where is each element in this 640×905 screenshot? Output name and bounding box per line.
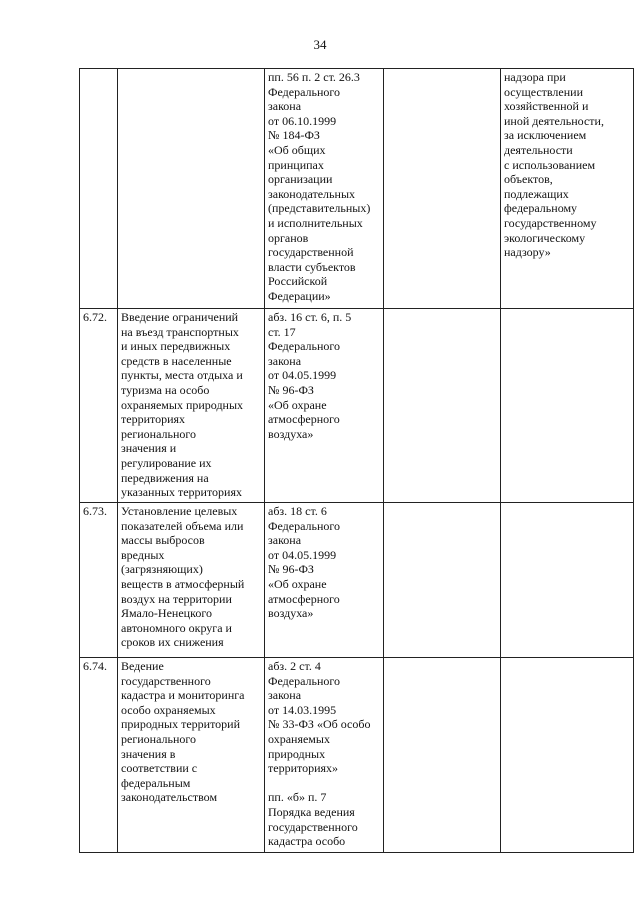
power-name-cell	[118, 503, 265, 658]
cell-text-line: подлежащих	[504, 186, 569, 201]
cell-text-line: территориях»	[268, 761, 339, 776]
cell-text-line: органов	[268, 230, 309, 245]
cell-text-line: законодательных	[268, 186, 355, 201]
cell-text-line: Федерального	[268, 518, 341, 533]
cell-text-line: от 04.05.1999	[268, 547, 337, 562]
cell-text-line: (загрязняющих)	[121, 562, 203, 577]
cell-text-line: передвижения на	[121, 470, 209, 485]
legal-basis-cell	[265, 658, 384, 853]
cell-text-line: туризма на особо	[121, 382, 210, 397]
cell-text-line: государственной	[268, 245, 354, 260]
cell-text-line: Федерального	[268, 84, 341, 99]
cell-text-line: абз. 16 ст. 6, п. 5	[268, 310, 352, 324]
cell-text-line: с использованием	[504, 157, 596, 172]
cell-text-line: № 33-ФЗ «Об особо	[268, 717, 371, 732]
cell-text-line: от 06.10.1999	[268, 113, 337, 128]
cell-text-line: Ведение	[121, 659, 164, 673]
empty-cell	[384, 658, 501, 853]
cell-text-line: «Об общих	[268, 142, 326, 157]
legal-basis-cell	[265, 309, 384, 503]
legal-basis-cell	[265, 69, 384, 309]
cell-text-line: «Об охране	[268, 576, 327, 591]
cell-text-line: от 04.05.1999	[268, 368, 337, 383]
cell-text-line: пункты, места отдыха и	[121, 368, 243, 383]
cell-text-line: объектов,	[504, 172, 553, 187]
cell-text-line: на въезд транспортных	[121, 324, 239, 339]
cell-text-line: территориях	[121, 412, 186, 427]
cell-text-line: значения в	[121, 746, 176, 761]
cell-text-line: закона	[268, 99, 302, 114]
cell-text-line: Введение ограничений	[121, 310, 239, 324]
cell-text-line: автономного округа и	[121, 620, 232, 635]
table-row	[80, 503, 634, 658]
cell-text-line: Российской	[268, 274, 328, 289]
cell-text-line: охраняемых	[268, 731, 330, 746]
cell-text-line: экологическому	[504, 230, 586, 245]
legal-basis-cell	[265, 503, 384, 658]
cell-text-line: абз. 2 ст. 4	[268, 659, 321, 673]
power-name-cell	[118, 309, 265, 503]
cell-text-line: воздуха»	[268, 606, 314, 621]
cell-text-line: регулирование их	[121, 455, 212, 470]
cell-text-line: кадастра и мониторинга	[121, 688, 245, 703]
cell-text-line: соответствии с	[121, 761, 198, 776]
cell-text-line: надзору»	[504, 245, 551, 260]
cell-text-line: закона	[268, 353, 302, 368]
cell-text-line: воздуха»	[268, 426, 314, 441]
cell-text-line: показателей объема или	[121, 518, 244, 533]
cell-text-line: атмосферного	[268, 412, 340, 427]
cell-text-line: закона	[268, 533, 302, 548]
table-row	[80, 309, 634, 503]
cell-text-line: веществ в атмосферный	[121, 576, 245, 591]
table-row	[80, 69, 634, 309]
cell-text-line: № 96-ФЗ	[268, 562, 314, 577]
cell-text-line: атмосферного	[268, 591, 340, 606]
row-number-cell: 6.73.	[80, 503, 118, 658]
cell-text-line: пп. «б» п. 7	[268, 790, 327, 805]
cell-text-line: абз. 18 ст. 6	[268, 504, 327, 518]
cell-text-line: государственного	[268, 819, 358, 834]
cell-text-line: закона	[268, 688, 302, 703]
cell-text-line: государственного	[121, 673, 211, 688]
note-cell	[501, 309, 634, 503]
cell-text-line: Установление целевых	[121, 504, 238, 518]
cell-text-line: особо охраняемых	[121, 702, 216, 717]
cell-text-line: значения и	[121, 441, 177, 456]
table-row	[80, 658, 634, 853]
cell-text-line: государственному	[504, 215, 597, 230]
power-name-cell	[118, 69, 265, 309]
cell-text-line: власти субъектов	[268, 259, 356, 274]
blank-line	[268, 776, 380, 791]
empty-cell	[384, 69, 501, 309]
cell-text-line: организации	[268, 172, 333, 187]
empty-cell	[384, 503, 501, 658]
cell-text-line: «Об охране	[268, 397, 327, 412]
row-number-cell: 6.74.	[80, 658, 118, 853]
cell-text-line: Ямало-Ненецкого	[121, 606, 212, 621]
row-number-cell	[80, 69, 118, 309]
authority-table	[79, 68, 634, 853]
cell-text-line: № 184-ФЗ	[268, 128, 320, 143]
row-number-cell: 6.72.	[80, 309, 118, 503]
page-number: 34	[313, 37, 327, 52]
cell-text-line: природных	[268, 746, 326, 761]
cell-text-line: указанных территориях	[121, 485, 242, 500]
cell-text-line: кадастра особо	[268, 834, 346, 849]
cell-text-line: массы выбросов	[121, 533, 205, 548]
note-cell	[501, 503, 634, 658]
empty-cell	[384, 309, 501, 503]
cell-text-line: Федерального	[268, 673, 341, 688]
cell-text-line: № 96-ФЗ	[268, 382, 314, 397]
cell-text-line: пп. 56 п. 2 ст. 26.3	[268, 70, 360, 84]
cell-text-line: охраняемых природных	[121, 397, 244, 412]
cell-text-line: деятельности	[504, 142, 573, 157]
cell-text-line: регионального	[121, 731, 197, 746]
cell-text-line: Порядка ведения	[268, 804, 355, 819]
cell-text-line: природных территорий	[121, 717, 241, 732]
cell-text-line: федеральным	[121, 775, 191, 790]
cell-text-line: регионального	[121, 426, 197, 441]
cell-text-line: федеральному	[504, 201, 578, 216]
cell-text-line: средств в населенные	[121, 353, 232, 368]
cell-text-line: воздух на территории	[121, 591, 232, 606]
cell-text-line: Федерации»	[268, 288, 331, 303]
cell-text-line: ст. 17	[268, 324, 296, 339]
cell-text-line: законодательством	[121, 790, 218, 805]
cell-text-line: Федерального	[268, 339, 341, 354]
cell-text-line: от 14.03.1995	[268, 702, 337, 717]
cell-text-line: осуществлении	[504, 84, 583, 99]
cell-text-line: хозяйственной и	[504, 99, 589, 114]
note-cell	[501, 658, 634, 853]
cell-text-line: (представительных)	[268, 201, 371, 216]
cell-text-line: за исключением	[504, 128, 587, 143]
cell-text-line: иной деятельности,	[504, 113, 604, 128]
cell-text-line: и исполнительных	[268, 215, 363, 230]
cell-text-line: надзора при	[504, 70, 566, 84]
cell-text-line: сроков их снижения	[121, 635, 224, 650]
power-name-cell	[118, 658, 265, 853]
cell-text-line: и иных передвижных	[121, 339, 231, 354]
cell-text-line: вредных	[121, 547, 165, 562]
note-cell	[501, 69, 634, 309]
cell-text-line: принципах	[268, 157, 324, 172]
